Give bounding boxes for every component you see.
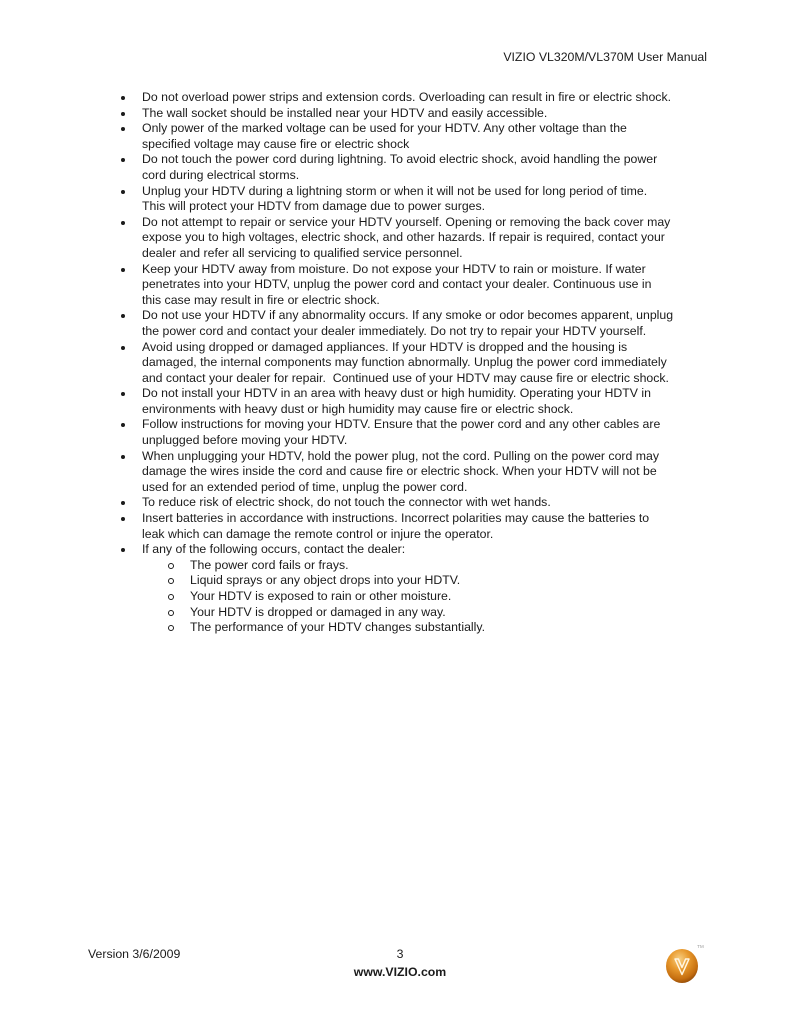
manual-title: VIZIO VL320M/VL370M User Manual [503,50,707,64]
text-line: Follow instructions for moving your HDTV. Ensure that the power cord and any other cables are [142,417,661,432]
text-line: penetrates into your HDTV, unplug the power cord and contact your dealer. Continuous use in [142,277,652,292]
text-line: If any of the following occurs, contact the dealer: [142,542,406,557]
text-line: the power cord and contact your dealer immediately. Do not try to repair your HDTV yourself. [142,323,647,338]
circle-bullet-icon [168,625,174,631]
bullet-item [120,262,730,309]
vizio-logo-icon [665,946,705,986]
text-line: expose you to high voltages, electric shock, and other hazards. If repair is required, contact your [142,230,665,245]
bullet-icon [121,112,125,116]
text-line: unplugged before moving your HDTV. [142,433,348,448]
vizio-logo-graphic [665,946,701,986]
bullet-icon [121,314,125,318]
text-line: this case may result in fire or electric shock. [142,292,380,307]
bullet-item [120,215,730,262]
bullet-icon [121,158,125,162]
text-line: Do not attempt to repair or service your HDTV yourself. Opening or removing the back cover may [142,214,671,229]
bullet-item [120,417,730,448]
text-line: Do not touch the power cord during lightning. To avoid electric shock, avoid handling the power [142,152,658,167]
bullet-icon [121,548,125,552]
text-line: Insert batteries in accordance with instructions. Incorrect polarities may cause the batteries to [142,511,650,526]
text-line: dealer and refer all servicing to qualified service personnel. [142,245,463,260]
text-line: environments with heavy dust or high humidity may cause fire or electric shock. [142,401,574,416]
sub-text-line: Your HDTV is dropped or damaged in any way. [190,604,446,619]
bullet-item [120,308,730,339]
bullet-item [120,184,730,215]
bullet-icon [121,268,125,272]
bullet-icon [121,127,125,131]
text-line: and contact your dealer for repair. Continued use of your HDTV may cause fire or electric shock. [142,370,669,385]
footer-version: Version 3/6/2009 [88,947,181,961]
text-line: damage the wires inside the cord and cause fire or electric shock. When your HDTV will not be [142,464,657,479]
bullet-icon [121,423,125,427]
bullet-item [120,152,730,183]
footer-website: www.VIZIO.com [353,965,447,979]
bullet-item [120,542,730,636]
bullet-icon [121,190,125,194]
text-line: specified voltage may cause fire or electric shock [142,136,410,151]
bullet-item [120,449,730,496]
sub-text-line: The power cord fails or frays. [190,557,349,572]
text-line: Do not overload power strips and extension cords. Overloading can result in fire or electric shock. [142,90,672,104]
text-line: The wall socket should be installed near your HDTV and easily accessible. [142,105,548,120]
bullet-icon [121,501,125,505]
circle-bullet-icon [168,610,174,616]
bullet-item [120,495,730,511]
bullet-icon [121,517,125,521]
circle-bullet-icon [168,563,174,569]
circle-bullet-icon [168,578,174,584]
sub-bullet-item [142,620,730,636]
text-line: To reduce risk of electric shock, do not touch the connector with wet hands. [142,495,551,510]
bullet-item [120,386,730,417]
circle-bullet-icon [168,594,174,600]
text-line: cord during electrical storms. [142,167,300,182]
safety-list [120,90,730,636]
sub-bullet-item [142,573,730,589]
bullet-icon [121,346,125,350]
text-line: When unplugging your HDTV, hold the power plug, not the cord. Pulling on the power cord may [142,448,660,463]
trademark-symbol: TM [697,944,704,949]
bullet-item [120,121,730,152]
text-line: Do not use your HDTV if any abnormality occurs. If any smoke or odor becomes apparent, unplug [142,308,674,323]
page-number: 3 [396,947,404,961]
text-line: used for an extended period of time, unplug the power cord. [142,479,468,494]
bullet-item [120,90,730,106]
page-footer [0,944,800,1004]
bullet-icon [121,221,125,225]
bullet-icon [121,96,125,100]
bullet-item [120,106,730,122]
text-line: damaged, the internal components may function abnormally. Unplug the power cord immediately [142,355,667,370]
bullet-item [120,511,730,542]
sub-text-line: Your HDTV is exposed to rain or other moisture. [190,589,452,603]
sub-text-line: Liquid sprays or any object drops into your HDTV. [190,573,461,588]
bullet-icon [121,455,125,459]
text-line: Unplug your HDTV during a lightning storm or when it will not be used for long period of time. [142,183,648,198]
bullet-item [120,340,730,387]
bullet-icon [121,392,125,396]
sub-bullet-item [142,558,730,574]
text-line: This will protect your HDTV from damage due to power surges. [142,199,486,214]
text-line: Keep your HDTV away from moisture. Do not expose your HDTV to rain or moisture. If water [142,261,646,276]
sub-text-line: The performance of your HDTV changes substantially. [190,620,486,635]
text-line: Only power of the marked voltage can be used for your HDTV. Any other voltage than the [142,121,627,136]
text-line: Avoid using dropped or damaged appliances. If your HDTV is dropped and the housing is [142,339,628,354]
page-header [0,50,707,66]
text-line: Do not install your HDTV in an area with heavy dust or high humidity. Operating your HDTV in [142,386,651,401]
sub-bullet-item [142,589,730,605]
sub-bullet-item [142,605,730,621]
text-line: leak which can damage the remote control or injure the operator. [142,526,494,541]
